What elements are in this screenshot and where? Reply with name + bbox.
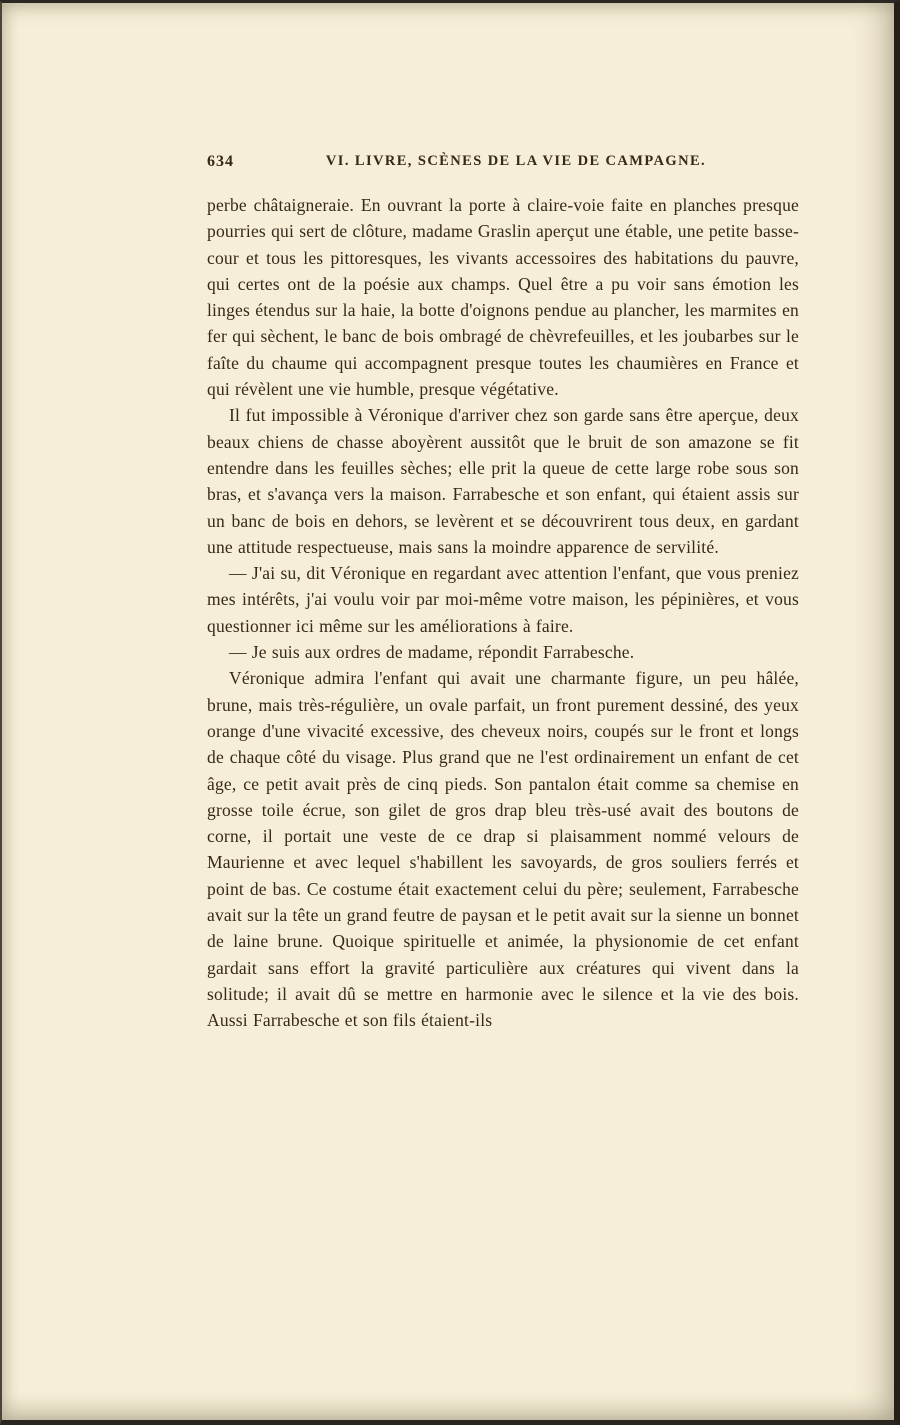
- page-header: [207, 153, 799, 179]
- paragraph-3-dialogue: — J'ai su, dit Véronique en regardant avec attention l'enfant, que vous preniez mes intérêts, j'ai voulu voir par moi-même votre maison, les pépinières, et vous questionner ici même sur les améliorations à faire.: [207, 563, 799, 636]
- text-block: [207, 192, 799, 1034]
- running-title: VI. LIVRE, SCÈNES DE LA VIE DE CAMPAGNE.: [325, 153, 707, 169]
- page-number: 634: [207, 153, 234, 170]
- paragraph-4-dialogue: — Je suis aux ordres de madame, répondit Farrabesche.: [229, 642, 635, 663]
- paragraph-2: Il fut impossible à Véronique d'arriver chez son garde sans être aperçue, deux beaux chiens de chasse aboyèrent aussitôt que le bruit de son amazone se fit entendre dans les feuilles sèches; elle prit la queue de cette large robe sous son bras, et s'avança vers la maison. Farrabesche et son enfant, qui étaient assis sur un banc de bois en dehors, se levèrent et se découvrirent tous deux, en gardant une attitude respectueuse, mais sans la moindre apparence de servilité.: [207, 405, 799, 557]
- paragraph-1: perbe châtaigneraie. En ouvrant la porte à claire-voie faite en planches presque pourries qui sert de clôture, madame Graslin aperçut une étable, une petite basse-cour et tous les pittoresques, les vivants accessoires des habitations du pauvre, qui certes ont de la poésie aux champs. Quel être a pu voir sans émotion les linges étendus sur la haie, la botte d'oignons pendue au plancher, les marmites en fer qui sèchent, le banc de bois ombragé de chèvrefeuilles, et les joubarbes sur le faîte du chaume qui accompagnent presque toutes les chaumières en France et qui révèlent une vie humble, presque végétative.: [207, 195, 799, 400]
- paragraph-5: Véronique admira l'enfant qui avait une charmante figure, un peu hâlée, brune, mais très-régulière, un ovale parfait, un front purement dessiné, des yeux orange d'une vivacité excessive, des cheveux noirs, coupés sur le front et longs de chaque côté du visage. Plus grand que ne l'est ordinairement un enfant de cet âge, ce petit avait près de cinq pieds. Son pantalon était comme sa chemise en grosse toile écrue, son gilet de gros drap bleu très-usé avait des boutons de corne, il portait une veste de ce drap si plaisamment nommé velours de Maurienne et avec lequel s'habillent les savoyards, de gros souliers ferrés et point de bas. Ce costume était exactement celui du père; seulement, Farrabesche avait sur la tête un grand feutre de paysan et le petit avait sur la sienne un bonnet de laine brune. Quoique spirituelle et animée, la physionomie de cet enfant gardait sans effort la gravité particulière aux créatures qui vivent dans la solitude; il avait dû se mettre en harmonie avec le silence et la vie des bois. Aussi Farrabesche et son fils étaient-ils: [207, 668, 799, 1031]
